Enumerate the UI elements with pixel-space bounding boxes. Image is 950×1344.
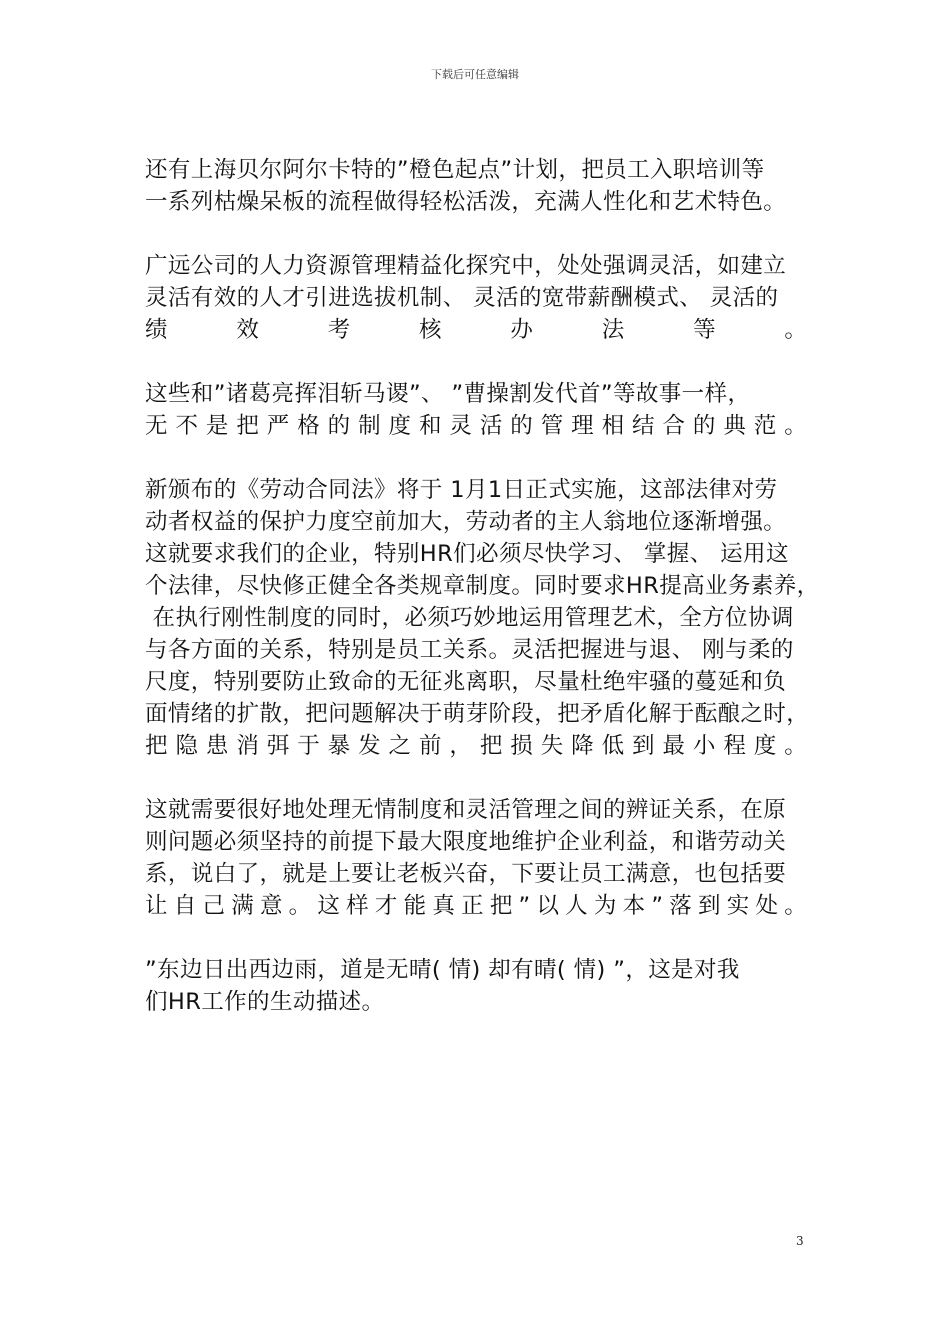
text-line: 还有上海贝尔阿尔卡特的”橙色起点”计划，把员工入职培训等 [145, 157, 765, 183]
text-line: 动者权益的保护力度空前加大，劳动者的主人翁地位逐渐增强。 [145, 509, 787, 535]
text-line: 把 隐 患 消 弭 于 暴 发 之 前 ， 把 损 失 降 低 到 最 小 程 度 。 [145, 733, 807, 759]
text-line: 这就要求我们的企业，特别HR们必须尽快学习、 掌握、 运用这 [145, 541, 789, 567]
text-line: 绩 效 考 核 办 法 等 。 [145, 317, 807, 343]
paragraph [145, 474, 820, 762]
text-line: 无 不 是 把 严 格 的 制 度 和 灵 活 的 管 理 相 结 合 的 典 范 。 [145, 413, 807, 439]
paragraph [145, 954, 807, 1018]
document-body [145, 154, 820, 1050]
paragraph [145, 794, 807, 922]
text-line: 广远公司的人力资源管理精益化探究中，处处强调灵活，如建立 [145, 253, 787, 279]
paragraph [145, 154, 807, 218]
text-line: 个法律，尽快修正健全各类规章制度。同时要求HR提高业务素养， [145, 573, 820, 599]
text-line: 灵活有效的人才引进选拔机制、 灵活的宽带薪酬模式、 灵活的 [145, 285, 779, 311]
text-line: 一系列枯燥呆板的流程做得轻松活泼，充满人性化和艺术特色。 [145, 189, 787, 215]
text-line: 系，说白了，就是上要让老板兴奋，下要让员工满意，也包括要 [145, 861, 787, 887]
text-line: 们HR工作的生动描述。 [145, 989, 385, 1015]
text-line: 这些和”诸葛亮挥泪斩马谡”、 ”曹操割发代首”等故事一样， [145, 381, 751, 407]
text-line: 面情绪的扩散，把问题解决于萌芽阶段，把矛盾化解于酝酿之时， [145, 701, 810, 727]
paragraph [145, 250, 807, 346]
header-note: 下载后可任意编辑 [431, 68, 519, 81]
text-line: 尺度，特别要防止致命的无征兆离职，尽量杜绝牢骚的蔓延和负 [145, 669, 787, 695]
text-line: 这就需要很好地处理无情制度和灵活管理之间的辨证关系，在原 [145, 797, 787, 823]
paragraph [145, 378, 807, 442]
text-line: 新颁布的《劳动合同法》将于 1月1日正式实施，这部法律对劳 [145, 477, 778, 503]
text-line: 在执行刚性制度的同时，必须巧妙地运用管理艺术，全方位协调 [145, 605, 794, 631]
text-line: 与各方面的关系，特别是员工关系。灵活把握进与退、 刚与柔的 [145, 637, 794, 663]
page-number: 3 [796, 1234, 804, 1248]
text-line: 则问题必须坚持的前提下最大限度地维护企业利益，和谐劳动关 [145, 829, 787, 855]
text-line: ”东边日出西边雨，道是无晴( 情) 却有晴( 情) ”，这是对我 [145, 957, 740, 983]
text-line: 让 自 己 满 意 。 这 样 才 能 真 正 把 ” 以 人 为 本 ” 落 到 实 处 。 [145, 893, 807, 919]
